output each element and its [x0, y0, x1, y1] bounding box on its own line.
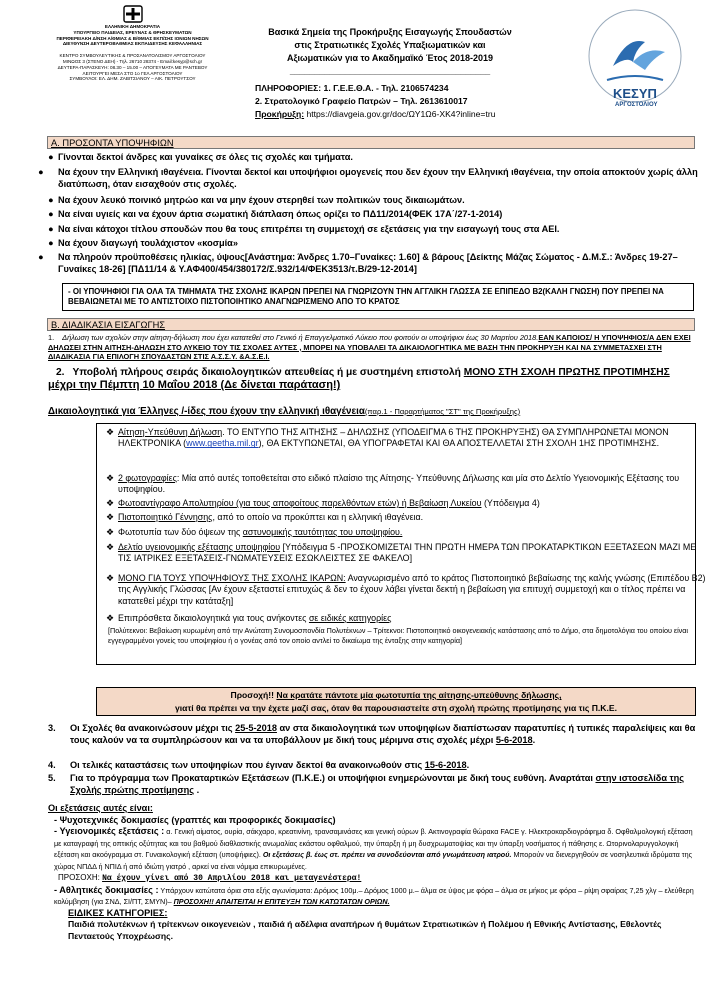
contact-line: 2. Στρατολογικό Γραφείο Πατρών – Τηλ. 2613610017 [255, 96, 468, 106]
doc-text: . ΤΟ ΕΝΤΥΠΟ ΤΗΣ ΑΙΤΗΣΗΣ – ΔΗΛΩΣΗΣ (ΥΠΟΔΕΙΓΜΑ 6 ΤΗΣ ΠΡΟΚΗΡΥΞΗΣ) ΘΑ ΣΥΜΠΛΗΡΩΝΕΤΑΙ ΜΟΝΟΝ ΗΛΕΚΤΡΟΝΙΚΑ ( [118, 427, 669, 449]
logo-text: ΚΕΣΥΠ [613, 86, 657, 101]
document-item [100, 498, 710, 509]
issuer-line: ΥΠΟΥΡΓΕΙΟ ΠΑΙΔΕΙΑΣ, ΕΡΕΥΝΑΣ & ΘΡΗΣΚΕΥΜΑΤΩΝ [73, 29, 192, 35]
doc-title: 2 φωτογραφίες [118, 473, 177, 483]
website-reference: στην ιστοσελίδα της Σχολής πρώτης προτίμησης [70, 773, 685, 796]
section-a-header [47, 136, 695, 149]
step-text [48, 759, 696, 771]
step-2 [48, 366, 696, 392]
attention-box [96, 687, 696, 716]
health-text: α. Γενική αίματος, ουρία, σάκχαρο, κρεατινίνη, τρανσαμινάσες και γενική ούρων β. Ακτινογραφία θώρακα FACE γ. Ηλεκτροκαρδιογράφημα δ. Οφθαλμολογική εξέταση με καταγραφή της οπτικής οξύτητας και του βαθμού διαθλαστικής ανωμαλίας εκάστου οφθαλμού, την ύπαρξη ή μη δυσχρωματοψίας και την ύπαρξη νοσήματος ή πάθησης ε. Ωτορινολαρυγγολογική εξέταση και ακοόγραμμα στ. Γυναικολογική εξέταση (υποψήφιες). [54, 827, 693, 859]
athletic-tests [48, 885, 696, 908]
doc-text: : Μία από αυτές τοποθετείται στο ειδικό πλαίσιο της Αίτησης- Υπεύθυνης Δήλωσης και μία στο Δελτίο Υγειονομικής Εξέτασης του υποψηφίου. [118, 473, 680, 495]
greek-republic-seal-icon [122, 5, 144, 23]
contact-line: ΠΛΗΡΟΦΟΡΙΕΣ: 1. Γ.Ε.Ε.Θ.Α. - Τηλ. 2106574234 [255, 83, 449, 93]
step-4 [48, 759, 696, 771]
contact-info [255, 82, 555, 121]
step-text: Δήλωση των σχολών στην αίτηση-δήλωση που έχει κατατεθεί στο Γενικό ή Επαγγελματικό Λύκειο που φοιτούν οι υποψήφιοι έως 30 Μαρτίου 2018. [62, 333, 539, 342]
doc-text: , από το οποίο να προκύπτει και η ελληνική ιθαγένεια. [212, 512, 424, 522]
section-b-header [47, 318, 695, 331]
step-emphasis: ΜΟΝΟ ΣΤΗ ΣΧΟΛΗ ΠΡΩΤΗΣ ΠΡΟΤΙΜΗΣΗΣ [463, 367, 670, 378]
center-info-line: ΔΕΥΤΕΡΑ-ΠΑΡΑΣΚΕΥΗ: 08.30 – 15.00 – ΑΠΟΓΕΥΜΑΤΑ ΜΕ ΡΑΝΤΕΒΟΥ [57, 64, 208, 70]
step-text-part: . [532, 735, 536, 746]
center-info-line: ΜΙΝΩΟΣ 3 (ΣΤΕΝΟ ΔΕΗ) - Τηλ. 26710 28374 - Email:kesyp@sch.gr [62, 58, 203, 64]
issuer-line: ΠΕΡΙΦΕΡΕΙΑΚΗ Δ/ΝΣΗ Α/ΘΜΙΑΣ & Β/ΘΜΙΑΣ ΕΚΠ/ΣΗΣ ΙΟΝΙΩΝ ΝΗΣΩΝ [56, 35, 209, 41]
step-text-part: Για το πρόγραμμα των Προκαταρτικών Εξετάσεων (Π.Κ.Ε.) οι υποψήφιοι ενημερώνονται με δική τους ευθύνη. Αναρτάται [70, 773, 596, 783]
doc-title: Αίτηση-Υπεύθυνη Δήλωση [118, 427, 223, 437]
list-item: ● Γίνονται δεκτοί άνδρες και γυναίκες σε όλες τις σχολές και τμήματα. [48, 152, 353, 162]
list-item: ● Να είναι κάτοχοι τίτλου σπουδών που θα τους επιτρέπει τη συμμετοχή σε εξετάσεις για την εισαγωγή τους στα ΑΕΙ. [48, 224, 560, 234]
diamond-bullet-icon: ❖ [106, 427, 115, 437]
center-info-line: ΚΕΝΤΡΟ ΣΥΜΒΟΥΛΕΥΤΙΚΗΣ & ΠΡΟΣΑΝΑΤΟΛΙΣΜΟΥ ΑΡΓΟΣΤΟΛΙΟΥ [59, 53, 206, 59]
title-line: στις Στρατιωτικές Σχολές Υπαξιωματικών και [294, 40, 486, 50]
step-text [48, 772, 696, 796]
list-item: ● Να πληρούν προϋποθέσεις ηλικίας, ύψους[Ανάστημα: Άνδρες 1.70–Γυναίκες: 1.60] & βάρους [Δείκτης Μάζας Σώματος - Δ.Μ.Σ.: Άνδρες 19-27– Γυναίκες 18-26] [ΠΔ11/14 & Υ.ΑΦ400/454/380172/Σ.932/14/ΦΕΚ3513/τ.Β/29-12-2014] [38, 252, 678, 274]
doc-title: σε ειδικές κατηγορίες [308, 613, 392, 623]
title-line: Αξιωματικών για το Ακαδημαϊκό Έτος 2018-2019 [286, 53, 494, 63]
bullet-text: Να είναι υγιείς και να έχουν άρτια σωματική διάπλαση όπως ορίζει το ΠΔ11/2014(ΦΕΚ 17Α΄/27-1-2014) [58, 209, 503, 219]
attention-label: ΠΡΟΣΟΧΗ: [58, 873, 103, 882]
doc-text: (Υπόδειγμα 4) [481, 498, 540, 508]
doc-text: [Υπόδειγμα 5 -ΠΡΟΣΚΟΜΙΖΕΤΑΙ ΤΗΝ ΠΡΩΤΗ ΗΜΕΡΑ ΤΩΝ ΠΡΟΚΑΤΑΡΚΤΙΚΩΝ ΕΞΕΤΑΣΕΩΝ ΜΑΖΙ ΜΕ ΤΙΣ ΙΑΤΡΙΚΕΣ ΕΞΕΤΑΣΕΙΣ-ΓΝΩΜΑΤΕΥΣΕΙΣ ΕΣΩΚΛΕΙΣΤΕΣ ΣΕ ΦΑΚΕΛΟ] [118, 542, 697, 564]
exams-title: Οι εξετάσεις αυτές είναι: [48, 803, 153, 813]
step-3 [48, 722, 696, 746]
doc-text: Επιπρόσθετα δικαιολογητικά για τους ανήκοντες [118, 613, 309, 623]
document-item [100, 613, 710, 624]
bullet-text: Γίνονται δεκτοί άνδρες και γυναίκες σε όλες τις σχολές και τμήματα. [58, 152, 353, 162]
document-item [100, 427, 710, 450]
step-1 [48, 333, 696, 362]
geetha-link[interactable]: www.geetha.mil.gr [186, 438, 259, 449]
step-number: 1. [48, 333, 55, 342]
step-number: 2. [56, 367, 65, 378]
doc-text: ), ΘΑ ΕΚΤΥΠΩΝΕΤΑΙ, ΘΑ ΥΠΟΓΡΑΦΕΤΑΙ ΚΑΙ ΘΑ ΑΠΟΣΤΕΛΛΕΤΑΙ ΣΤΗ ΣΧΟΛΗ 1ΗΣ ΠΡΟΤΙΜΗΣΗΣ. [258, 438, 660, 449]
step-5 [48, 772, 696, 796]
athletic-label: - Αθλητικές δοκιμασίες : [54, 884, 159, 895]
health-emphasis: Οι εξετάσεις β. έως στ. πρέπει να συνοδεύονται από γνωμάτευση ιατρού. [262, 850, 512, 859]
special-categories-note: [Πολύτεκνοι: Βεβαίωση κυρωμένη από την Ανώτατη Συνομοσπονδία Πολυτέκνων – Τρίτεκνοι: Πιστοποιητικό οικογενειακής κατάστασης από το Δήμο, στα δημοτολόγια του οποίου είναι εγγεγραμμένοι γονείς του υποψηφίου ή ο γονέας από τον οποίο αντλεί το δικαίωμα της ένταξης στην κατηγορία] [108, 626, 689, 645]
contact-line [255, 108, 555, 121]
step-number: 3. [48, 723, 56, 733]
english-requirement-note: - ΟΙ ΥΠΟΨΗΦΙΟΙ ΓΙΑ ΟΛΑ ΤΑ ΤΜΗΜΑΤΑ ΤΗΣ ΣΧΟΛΗΣ ΙΚΑΡΩΝ ΠΡΕΠΕΙ ΝΑ ΓΝΩΡΙΖΟΥΝ ΤΗΝ ΑΓΓΛΙΚΗ ΓΛΩΣΣΑ ΣΕ ΕΠΙΠΕΔΟ Β2(ΚΑΛΗ ΓΝΩΣΗ) ΠΟΥ ΠΡΕΠΕΙ ΝΑ ΒΕΒΑΙΩΝΕΤΑΙ ΜΕ ΤΟ ΑΝΤΙΣΤΟΙΧΟ ΠΙΣΤΟΠΟΙΗΤΙΚΟ ΑΝΑΓΝΩΡΙΣΜΕΝΟ ΑΠΟ ΤΟ ΚΡΑΤΟΣ [62, 283, 694, 311]
attention-line [97, 689, 695, 702]
issuer-block [30, 5, 235, 82]
title-line: Βασικά Σημεία της Προκήρυξης Εισαγωγής Σπουδαστών [268, 27, 512, 37]
issuer-line: ΕΛΛΗΝΙΚΗ ΔΗΜΟΚΡΑΤΙΑ [104, 24, 161, 29]
no-extension-note: (Δε δίνεται παράταση!) [217, 379, 341, 391]
diamond-bullet-icon: ❖ [106, 542, 115, 552]
document-item [100, 573, 710, 607]
bullet-text: Να πληρούν προϋποθέσεις ηλικίας, ύψους[Ανάστημα: Άνδρες 1.70–Γυναίκες: 1.60] & βάρους [Δείκτης Μάζας Σώματος - Δ.Μ.Σ.: Άνδρες 19-27– Γυναίκες 18-26] [ΠΔ11/14 & Υ.ΑΦ400/454/380172/Σ.932/14/ΦΕΚ3513/τ.Β/29-12-2014] [58, 252, 678, 274]
diamond-bullet-icon: ❖ [106, 473, 115, 483]
kesyp-logo [575, 6, 695, 118]
section-b-title: Β. ΔΙΑΔΙΚΑΣΙΑ ΕΙΣΑΓΩΓΗΣ [51, 320, 166, 330]
psychometric-tests: - Ψυχοτεχνικές δοκιμασίες (γραπτές και προφορικές δοκιμασίες) [54, 814, 336, 825]
doc-title: ΜΟΝΟ ΓΙΑ ΤΟΥΣ ΥΠΟΨΗΦΙΟΥΣ ΤΗΣ ΣΧΟΛΗΣ ΙΚΑΡΩΝ: [118, 573, 346, 583]
special-categories-title: ΕΙΔΙΚΕΣ ΚΑΤΗΓΟΡΙΕΣ: [68, 907, 168, 918]
step-text-part: Οι τελικές καταστάσεις των υποψηφίων που έγιναν δεκτοί θα ανακοινωθούν στις [70, 760, 425, 770]
doc-title: Πιστοποιητικό Γέννησης [118, 512, 213, 522]
list-item: ● Να είναι υγιείς και να έχουν άρτια σωματική διάπλαση όπως ορίζει το ΠΔ11/2014(ΦΕΚ 17Α΄/27-1-2014) [48, 209, 503, 219]
issuer-line: ΔΙΕΥΘΥΝΣΗ ΔΕΥΤΕΡΟΒΑΘΜΙΑΣ ΕΚΠΑΙΔΕΥΣΗΣ ΚΕΦΑΛΛΗΝΙΑΣ [62, 41, 203, 47]
athletic-warning: ΠΡΟΣΟΧΗ!! ΑΠΑΙΤΕΙΤΑΙ Η ΕΠΙΤΕΥΞΗ ΤΩΝ ΚΑΤΩΤΑΤΩΝ ΟΡΙΩΝ. [173, 897, 390, 906]
center-info-line: ΣΥΜΒΟΥΛΟΙ: ΕΛ. ΔΗΜ. ΖΑΒΙΤΣΙΑΝΟΥ – ΑΙΚ. ΠΕΤΡΟΥΤΣΟΥ [69, 76, 196, 82]
documents-heading [48, 406, 696, 417]
date: 15-6-2018 [424, 760, 467, 770]
diamond-bullet-icon: ❖ [106, 573, 115, 583]
deadline: μέχρι την Πέμπτη 10 Μαΐου 2018 [48, 379, 218, 391]
center-info-line: ΛΕΙΤΟΥΡΓΕΙ ΜΕΣΑ ΣΤΟ 1ο ΓΕΛ ΑΡΓΟΣΤΟΛΙΟΥ [82, 70, 183, 76]
step-number: 4. [48, 760, 56, 770]
step-text-part: Οι Σχολές θα ανακοινώσουν μέχρι τις [70, 723, 236, 733]
step-number: 5. [48, 773, 56, 783]
exams-section [48, 803, 696, 942]
documents-heading-note: (παρ.1 - Παραρτήματος "ΣΤ" της Προκήρυξης) [364, 407, 521, 416]
attention-text: Να έχουν γίνει από 30 Απριλίου 2018 και μεταγενέστερα! [102, 874, 362, 883]
date: 25-5-2018 [235, 723, 277, 733]
health-attention [48, 872, 696, 885]
health-label: - Υγειονομικές εξετάσεις : [54, 826, 165, 836]
diamond-bullet-icon: ❖ [106, 498, 115, 508]
document-item [100, 473, 710, 496]
attention-text: γιατί θα πρέπει να την έχετε μαζί σας, όταν θα παρουσιαστείτε στη σχολή πρώτης προτίμησης για τις Π.Κ.Ε. [175, 703, 617, 713]
bullet-text: Να έχουν την Ελληνική ιθαγένεια. Γίνονται δεκτοί και υποψήφιοι ομογενείς που δεν έχουν την Ελληνική ιθαγένεια, την οποία αποκτούν χωρίς άλλη διατύπωση, όταν εισαχθούν στις σχολές. [58, 167, 698, 189]
title-line: ________________________________________ [289, 66, 491, 76]
document-item [100, 527, 710, 538]
doc-title: Δελτίο υγειονομικής εξέτασης υποψηφίου [118, 542, 281, 552]
document-title [230, 26, 550, 78]
doc-title: Φωτοαντίγραφο Απολυτηρίου (για τους αποφοίτους παρελθόντων ετών) ή Βεβαίωση Λυκείου [118, 498, 482, 508]
health-text: Μπορούν να διενεργηθούν σε νοσηλευτικά ιδρύματα της χώρας ΝΠΔΔ ή ΝΠΙΔ ή από ιδιώτη γιατρό , αρκεί να είναι νόμιμα επικυρωμένες. [54, 850, 693, 871]
section-a-title: Α. ΠΡΟΣΟΝΤΑ ΥΠΟΨΗΦΙΩΝ [51, 138, 174, 148]
attention-text: Να κρατάτε πάντοτε μία φωτοτυπία της αίτησης-υπεύθυνης δήλωσης, [276, 690, 562, 700]
step-text-part: . [194, 785, 200, 796]
bullet-text: Να έχουν διαγωγή τουλάχιστον «κοσμία» [58, 238, 238, 248]
announcement-link[interactable]: https://diavgeia.gov.gr/doc/ΩΥ1Ω6-ΧΚ4?inline=tru [304, 109, 496, 119]
doc-title: αστυνομικής ταυτότητας του υποψηφίου. [242, 527, 403, 537]
diamond-bullet-icon: ❖ [106, 527, 115, 537]
diamond-bullet-icon: ❖ [106, 512, 115, 522]
list-item: ● Να έχουν την Ελληνική ιθαγένεια. Γίνονται δεκτοί και υποψήφιοι ομογενείς που δεν έχουν την Ελληνική ιθαγένεια, την οποία αποκτούν χωρίς άλλη διατύπωση, όταν εισαχθούν στις σχολές. [38, 167, 698, 189]
step-text [48, 722, 696, 746]
list-item: ● Να έχουν λευκό ποινικό μητρώο και να μην έχουν στερηθεί των πολιτικών τους δικαιωμάτων. [48, 195, 465, 205]
bullet-text: Να είναι κάτοχοι τίτλου σπουδών που θα τους επιτρέπει τη συμμετοχή σε εξετάσεις για την εισαγωγή τους στα ΑΕΙ. [58, 224, 560, 234]
date: 5-6-2018 [495, 735, 533, 746]
health-exams [48, 826, 696, 872]
document-item [100, 542, 710, 565]
announcement-label: Προκήρυξη: [255, 109, 305, 119]
diamond-bullet-icon: ❖ [106, 613, 115, 623]
list-item: ● Να έχουν διαγωγή τουλάχιστον «κοσμία» [48, 238, 238, 248]
document-item [100, 512, 710, 523]
step-emphasis: ΕΑΝ ΚΑΠΟΙΟΣ/ Η ΥΠΟΨΗΦΙΟΣ/Α ΔΕΝ ΕΧΕΙ ΔΗΛΩΣΕΙ ΣΤΗΝ ΑΙΤΗΣΗ-ΔΗΛΩΣΗ ΣΤΟ ΛΥΚΕΙΟ ΤΟΥ ΤΙΣ ΣΧΟΛΕΣ ΑΥΤΕΣ , ΜΠΟΡΕΙ ΝΑ ΥΠΟΒΑΛΕΙ ΤΑ ΔΙΚΑΙΟΛΟΓΗΤΙΚΑ ΜΕ ΒΑΣΗ ΤΗΝ ΠΡΟΚΗΡΥΞΗ ΚΑΙ ΝΑ ΣΥΜΜΕΤΑΣΧΕΙ ΣΤΗ ΔΙΑΔΙΚΑΣΙΑ ΓΙΑ ΕΠΙΛΟΓΗ ΣΠΟΥΔΑΣΤΩΝ ΣΤΙΣ Α.Σ.Σ.Υ. &Α.Σ.Ε.Ι. [48, 333, 691, 362]
doc-text: Αναγνωρισμένο από το κράτος Πιστοποιητικό βεβαίωσης της καλής γνώσης (Επιπέδου Β2) της Αγγλικής Γλώσσας [Αν έχουν εξεταστεί επιτυχώς & δεν το έχουν λάβει γίνεται δεκτή η βεβαίωση για επιτυχή συμμετοχή και ο τίτλος πρέπει να κατατεθεί μέχρι την κατάταξη] [118, 573, 706, 606]
bullet-text: Να έχουν λευκό ποινικό μητρώο και να μην έχουν στερηθεί των πολιτικών τους δικαιωμάτων. [58, 195, 465, 205]
special-categories-text: Παιδιά πολυτέκνων ή τρίτεκνων οικογενειών , παιδιά ή αδέλφια αναπήρων ή θυμάτων Στρατιωτικών ή Πολέμου ή Εθνικής Αντίστασης, Εθελοντές Πενταετούς Υποχρέωσης. [68, 919, 662, 941]
documents-heading-text: Δικαιολογητικά για Έλληνες /-ίδες που έχουν την ελληνική ιθαγένεια [48, 406, 365, 417]
step-text-part: αν στα δικαιολογητικά των υποψηφίων διαπίστωσαν παρατυπίες ή τυπικές παραλείψεις και θα τους καλούν να τα συμπληρώσουν και να τα υποβάλλουν με δική τους μέριμνα στις σχολές μέχρι [70, 723, 696, 746]
step-text: Υποβολή πλήρους σειράς δικαιολογητικών απευθείας ή με συστημένη επιστολή [72, 367, 464, 378]
logo-subtext: ΑΡΓΟΣΤΟΛΙΟΥ [615, 102, 658, 108]
doc-text: Φωτοτυπία των δύο όψεων της [118, 527, 243, 537]
attention-label: Προσοχή!! [230, 690, 277, 700]
step-text-part: . [466, 760, 470, 770]
athletic-text: Υπάρχουν κατώτατα όρια στα εξής αγωνίσματα: Δρόμος 100μ.– Δρόμος 1000 μ.– άλμα σε ύψος με φόρα – άλμα σε μήκος με φόρα – ρίψη σφαίρας 7,25 χλγ – ελεύθερη κολύμβηση (για ΣΝΔ, ΣΙ/ΠΤ, ΣΜΥΝ)– [54, 885, 694, 906]
